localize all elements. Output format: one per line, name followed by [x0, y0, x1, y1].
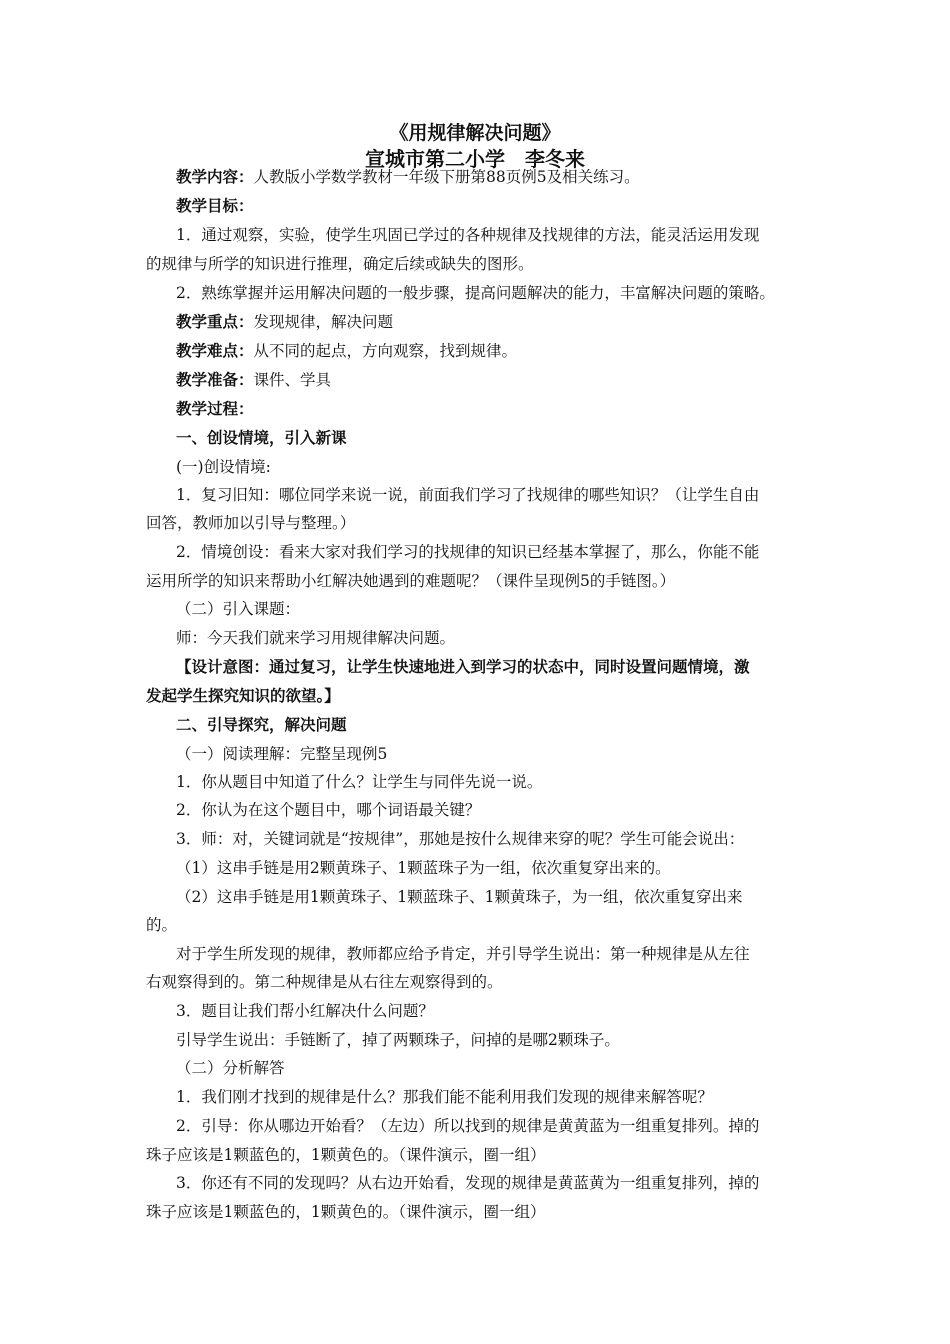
- step3-line2: 珠子应该是1颗蓝色的，1颗黄色的。（课件演示，圈一组）: [146, 1203, 546, 1221]
- content-label: 教学内容：: [176, 167, 254, 186]
- section2-heading: 二、引导探究，解决问题: [176, 715, 347, 734]
- scenario-line1: 2．情境创设：看来大家对我们学习的找规律的知识已经基本掌握了，那么，你能不能: [176, 543, 760, 561]
- teaching-content: [176, 166, 640, 188]
- goal1-line2: 的规律与所学的知识进行推理，确定后续或缺失的图形。: [146, 255, 534, 273]
- question2: 2．你认为在这个题目中，哪个词语最关键？: [176, 801, 481, 819]
- section2-sub1: （一）阅读理解：完整呈现例5: [176, 745, 388, 763]
- difficulty-text: 从不同的起点，方向观察，找到规律。: [253, 342, 518, 360]
- design-intent-line1: 【设计意图：通过复习，让学生快速地进入到学习的状态中，同时设置问题情境，激: [176, 657, 750, 676]
- step2-line2: 珠子应该是1颗蓝色的，1颗黄色的。（课件演示，圈一组）: [146, 1146, 546, 1164]
- section1-heading: 一、创设情境，引入新课: [176, 428, 347, 447]
- section1-sub2: （二）引入课题：: [176, 600, 301, 618]
- step2-line1: 2．引导：你从哪边开始看？（左边）所以找到的规律是黄黄蓝为一组重复排列。掉的: [176, 1117, 760, 1135]
- section1-sub1: (一)创设情境:: [176, 458, 271, 476]
- question4: 3．题目让我们帮小红解决什么问题？: [176, 1002, 434, 1020]
- teacher-intro: 师：今天我们就来学习用规律解决问题。: [176, 629, 456, 647]
- design-intent-line2: 发起学生探究知识的欲望。】: [146, 686, 340, 705]
- content-text: 人教版小学数学教材一年级下册第88页例5及相关练习。: [253, 168, 640, 186]
- author-line: 宣城市第二小学 李冬来: [365, 147, 585, 171]
- step3-line1: 3．你还有不同的发现吗？从右边开始看，发现的规律是黄蓝黄为一组重复排列，掉的: [176, 1174, 760, 1192]
- answer1: （1）这串手链是用2颗黄珠子、1颗蓝珠子为一组，依次重复穿出来的。: [176, 859, 671, 877]
- question1: 1．你从题目中知道了什么？让学生与同伴先说一说。: [176, 773, 543, 791]
- goal1-line1: 1．通过观察，实验，使学生巩固已学过的各种规律及找规律的方法，能灵活运用发现: [176, 226, 760, 244]
- prep-label: 教学准备：: [176, 370, 254, 389]
- prep-text: 课件、学具: [253, 371, 332, 389]
- difficulty: [176, 340, 517, 362]
- section2-sub2: （二）分析解答: [176, 1059, 285, 1077]
- question3: 3．师：对，关键词就是“按规律”，那她是按什么规律来穿的呢？学生可能会说出：: [176, 830, 745, 848]
- process-label: 教学过程：: [176, 399, 254, 418]
- key-point: [176, 311, 393, 333]
- goals-label: 教学目标：: [176, 196, 254, 215]
- difficulty-label: 教学难点：: [176, 341, 254, 360]
- goal2: 2．熟练掌握并运用解决问题的一般步骤，提高问题解决的能力，丰富解决问题的策略。: [176, 284, 775, 302]
- review-line2: 回答，教师加以引导与整理。）: [146, 514, 356, 532]
- key-text: 发现规律，解决问题: [253, 313, 394, 331]
- answer2-line2: 的。: [146, 916, 178, 934]
- remark2: 引导学生说出：手链断了，掉了两颗珠子，问掉的是哪2颗珠子。: [176, 1031, 620, 1049]
- scenario-line2: 运用所学的知识来帮助小红解决她遇到的难题呢？（课件呈现例5的手链图。）: [146, 572, 676, 590]
- review-line1: 1．复习旧知：哪位同学来说一说，前面我们学习了找规律的哪些知识？（让学生自由: [176, 486, 760, 504]
- key-label: 教学重点：: [176, 312, 254, 331]
- answer2-line1: （2）这串手链是用1颗黄珠子、1颗蓝珠子、1颗黄珠子，为一组，依次重复穿出来: [176, 888, 743, 906]
- step1: 1．我们刚才找到的规律是什么？那我们能不能利用我们发现的规律来解答呢？: [176, 1088, 713, 1106]
- preparation: [176, 369, 331, 391]
- remark1-line1: 对于学生所发现的规律，教师都应给予肯定，并引导学生说出：第一种规律是从左往: [176, 945, 750, 963]
- remark1-line2: 右观察得到的。第二种规律是从右往左观察得到的。: [146, 973, 503, 991]
- document-title: 《用规律解决问题》: [389, 122, 561, 144]
